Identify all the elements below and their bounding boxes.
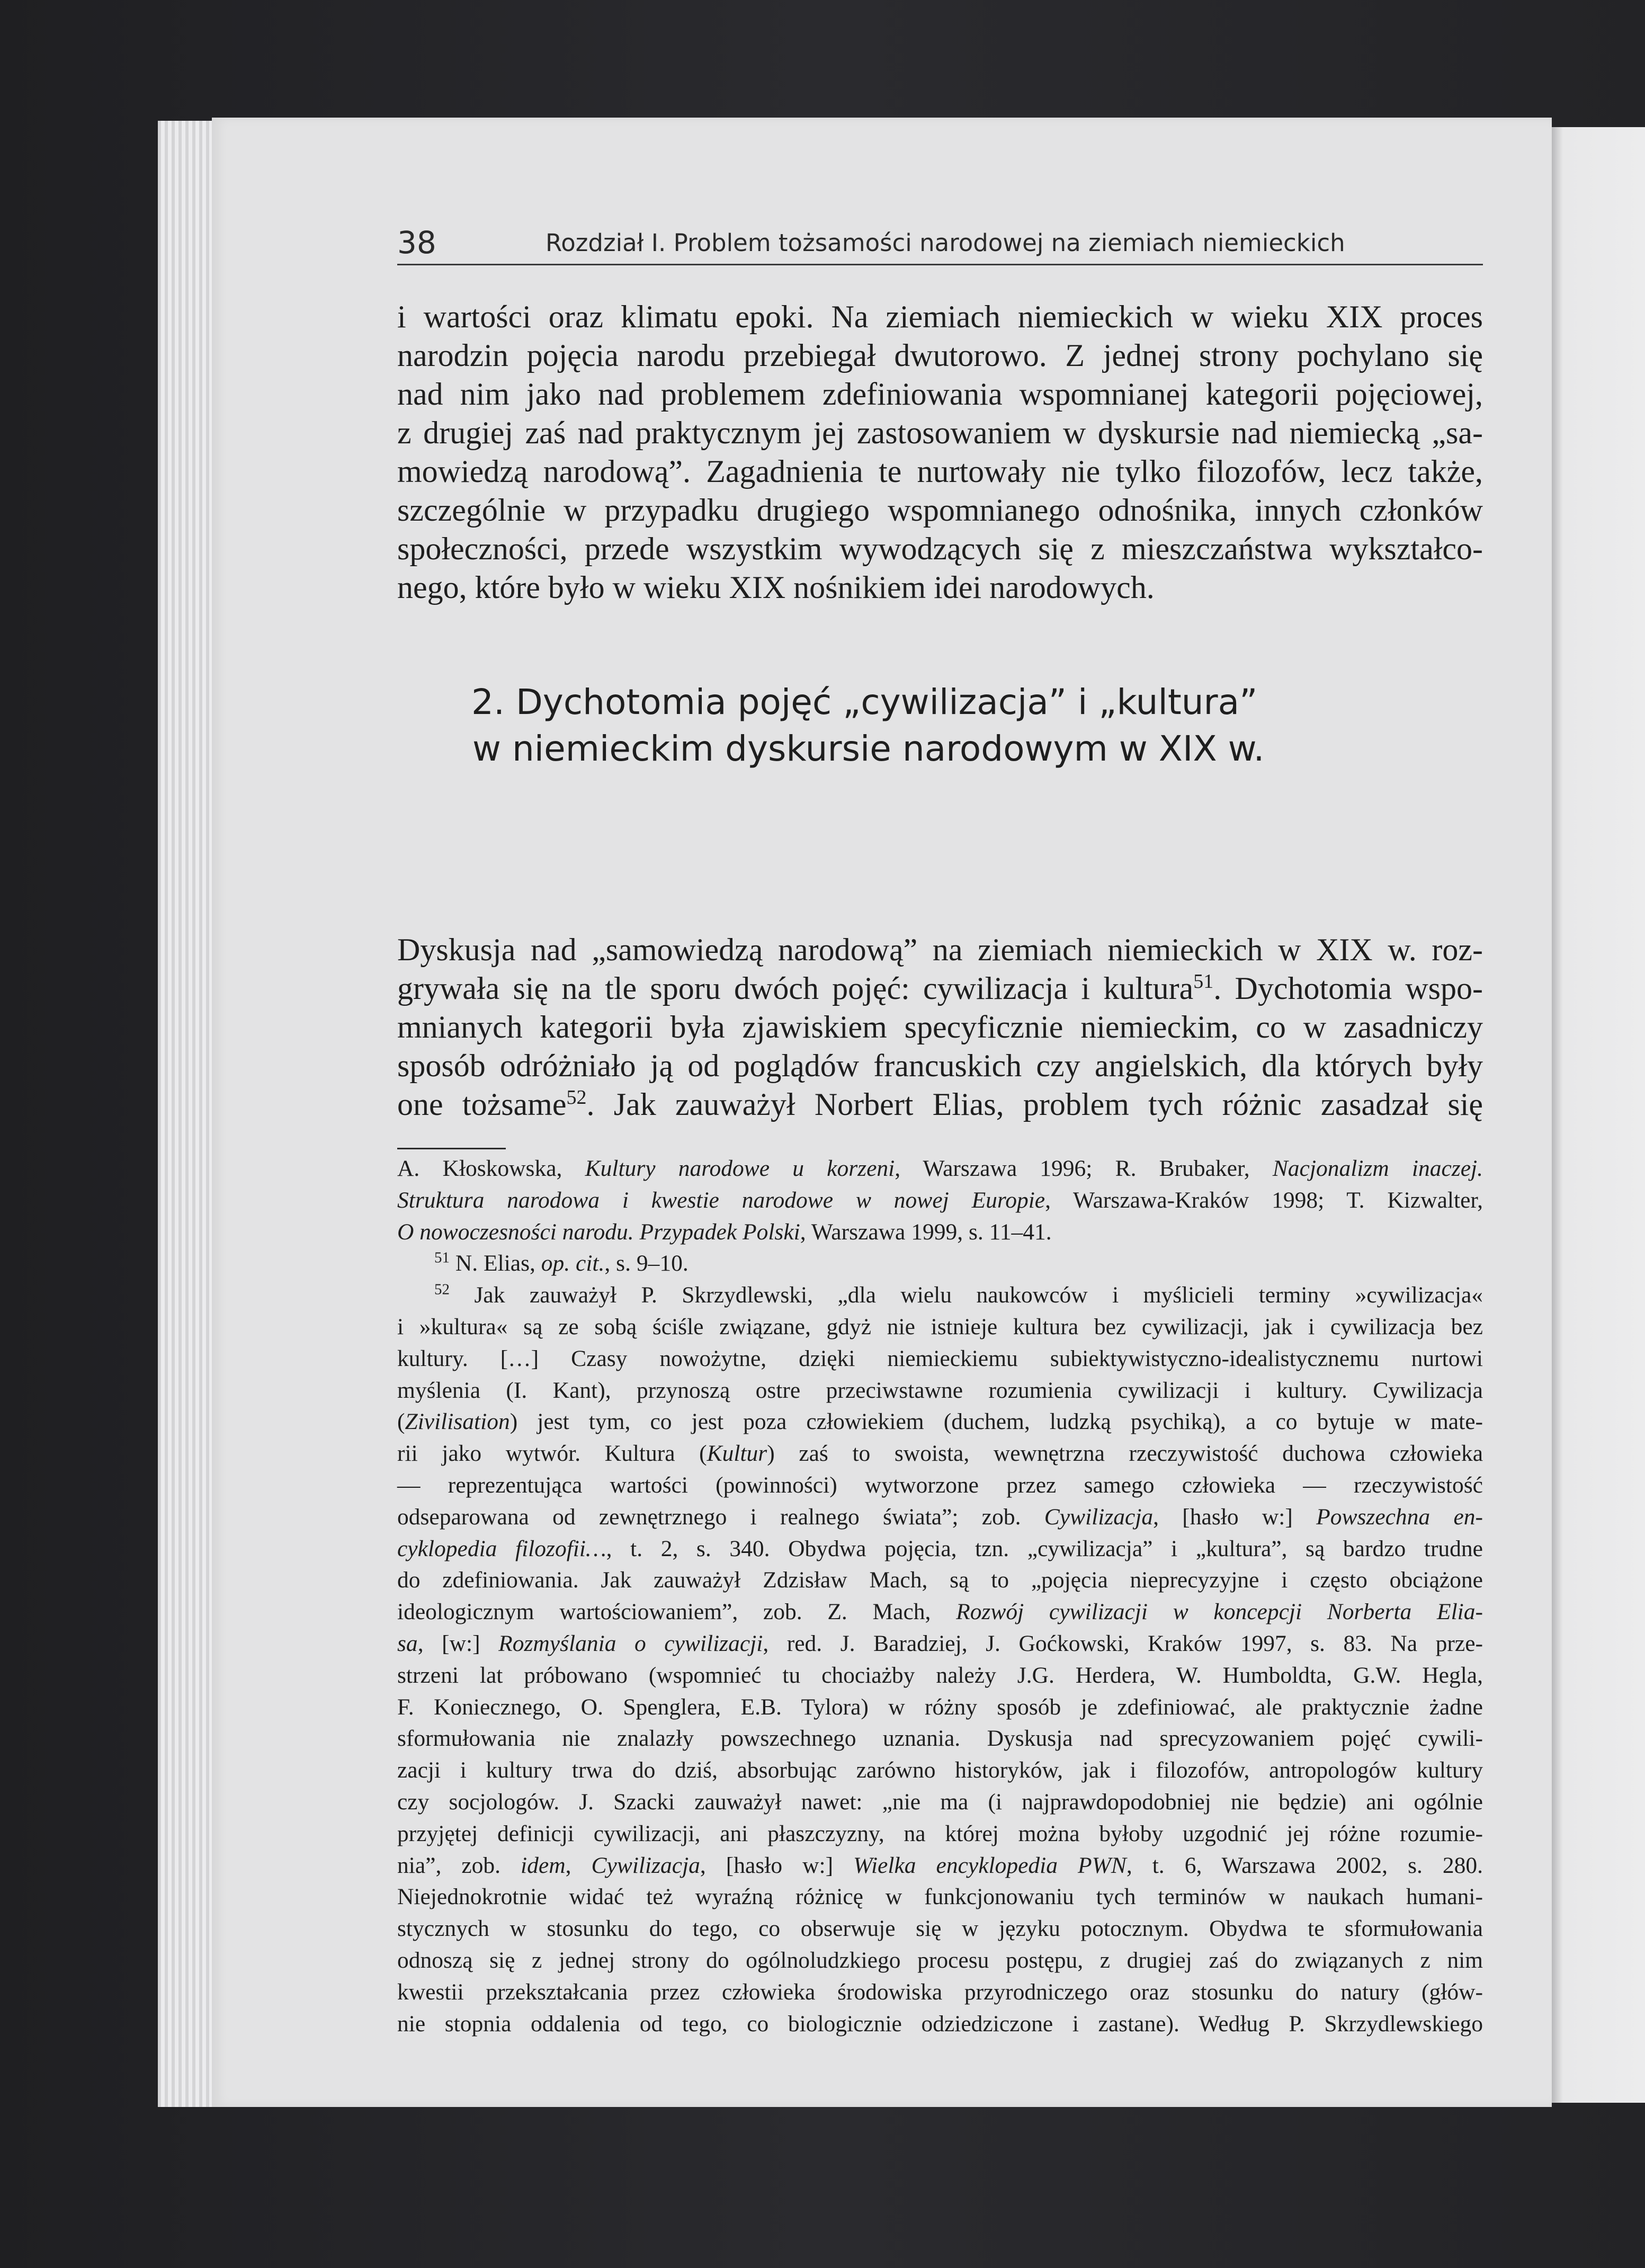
text-line: nego, które było w wieku XIX nośnikiem idei narodowych. — [397, 570, 1155, 605]
footnote-51: $^{51}$ N. Elias, op. cit., s. 9–10. — [434, 1249, 689, 1276]
footnote-ref-51: 51 — [1193, 970, 1214, 993]
text-line: grywała się na tle sporu dwóch pojęć: cywilizacja i kultura$^{51}$. Dychotomia wspo- — [397, 970, 1483, 1006]
text-line: Dyskusja nad „samowiedzą narodową” na ziemiach niemieckich w XIX w. roz- — [397, 932, 1483, 967]
footnote-52-line: odnoszą się z jednej strony do ogólnoludzkiego procesu postępu, z drugiej zaś do związanych z nim — [397, 1947, 1483, 1973]
text-line: z drugiej zaś nad praktycznym jej zastosowaniem w dyskursie nad niemiecką „sa- — [397, 415, 1483, 450]
footnote-52-line: nia”, zob. idem, Cywilizacja, [hasło w:] Wielka encyklopedia PWN, t. 6, Warszawa 2002, s. 280. — [397, 1852, 1483, 1878]
footnote-number: 51 — [434, 1249, 450, 1266]
paragraph-1 — [397, 298, 1483, 607]
page-header — [397, 221, 1483, 265]
footnote-52-line: kwestii przekształcania przez człowieka środowiska przyrodniczego oraz stosunku do natury (głów- — [397, 1979, 1483, 2005]
text-line: narodzin pojęcia narodu przebiegał dwutorowo. Z jednej strony pochylano się — [397, 338, 1483, 373]
book-page — [212, 118, 1552, 2107]
page-number: 38 — [397, 225, 436, 261]
paragraph-2 — [397, 931, 1483, 1124]
footnote-52-line: myślenia (I. Kant), przynoszą ostre przeciwstawne rozumienia cywilizacji i kultury. Cywilizacja — [397, 1377, 1483, 1403]
text-line: mnianych kategorii była zjawiskiem specyficznie niemieckim, co w zasadniczy — [397, 1010, 1483, 1044]
footnote-52-line: do zdefiniowania. Jak zauważył Zdzisław Mach, są to „pojęcia nieprecyzyjne i często obciążone — [397, 1567, 1483, 1593]
running-head: Rozdział I. Problem tożsamości narodowej na ziemiach niemieckich — [546, 229, 1345, 257]
footnote-52-line: cyklopedia filozofii…, t. 2, s. 340. Obydwa pojęcia, tzn. „cywilizacja” i „kultura”, są bardzo trudne — [397, 1535, 1483, 1561]
footnotes — [397, 1153, 1483, 2040]
footnote-52-line: — reprezentująca wartości (powinności) wytworzone przez samego człowieka — rzeczywistość — [397, 1472, 1483, 1498]
text-line: szczególnie w przypadku drugiego wspomnianego odnośnika, innych członków — [397, 493, 1483, 528]
text-line: społeczności, przede wszystkim wywodzących się z mieszczaństwa wykształco- — [397, 531, 1483, 566]
section-heading-line: w niemieckim dyskursie narodowym w XIX w. — [472, 728, 1265, 769]
section-heading — [471, 679, 1478, 772]
footnote-50-line: O nowoczesności narodu. Przypadek Polski, Warszawa 1999, s. 11–41. — [397, 1219, 1052, 1245]
footnote-separator — [397, 1148, 506, 1149]
footnote-52-line: $^{52}$ Jak zauważył P. Skrzydlewski, „dla wielu naukowców i myślicieli terminy »cywilizacja« — [434, 1281, 1483, 1308]
section-heading-line: 2. Dychotomia pojęć „cywilizacja” i „kultura” — [471, 682, 1258, 722]
footnote-52-line: i »kultura« są ze sobą ściśle związane, gdyż nie istnieje kultura bez cywilizacji, jak i cywilizacja bez — [397, 1314, 1483, 1340]
page-edge-stack — [158, 121, 216, 2107]
footnote-52-line: stycznych w stosunku do tego, co obserwuje się w języku potocznym. Obydwa te sformułowania — [397, 1916, 1483, 1942]
footnote-52-line: Niejednokrotnie widać też wyraźną różnicę w funkcjonowaniu tych terminów w naukach humani- — [397, 1884, 1483, 1910]
footnote-52-line: nie stopnia oddalenia od tego, co biologicznie odziedziczone i zastane). Według P. Skrzydlewskiego — [397, 2011, 1483, 2037]
footnote-52-line: kultury. […] Czasy nowożytne, dzięki niemieckiemu subiektywistyczno-idealistycznemu nurtowi — [397, 1345, 1483, 1371]
footnote-52-line: zacji i kultury trwa do dziś, absorbując zarówno historyków, jak i filozofów, antropologów kultury — [397, 1757, 1483, 1783]
footnote-52-line: strzeni lat próbowano (wspomnieć tu chociażby należy J.G. Herdera, W. Humboldta, G.W. Hegla, — [397, 1662, 1483, 1688]
facing-page-edge — [1552, 127, 1645, 2103]
text-line: one tożsame$^{52}$. Jak zauważył Norbert Elias, problem tych różnic zasadzał się — [397, 1086, 1483, 1122]
footnote-52-line: F. Koniecznego, O. Spenglera, E.B. Tylora) w różny sposób je zdefiniować, ale praktycznie żadne — [397, 1694, 1483, 1720]
text-line: nad nim jako nad problemem zdefiniowania wspomnianej kategorii pojęciowej, — [397, 377, 1483, 412]
text-line: sposób odróżniało ją od poglądów francuskich czy angielskich, dla których były — [397, 1048, 1483, 1083]
footnote-52-line: ideologicznym wartościowaniem”, zob. Z. Mach, Rozwój cywilizacji w koncepcji Norberta Elia- — [397, 1599, 1483, 1625]
footnote-number: 52 — [434, 1281, 450, 1298]
text-line: mowiedzą narodową”. Zagadnienia te nurtowały nie tylko filozofów, lecz także, — [397, 454, 1483, 489]
footnote-50-line: Struktura narodowa i kwestie narodowe w nowej Europie, Warszawa-Kraków 1998; T. Kizwalter, — [397, 1187, 1483, 1213]
footnote-52-line: (Zivilisation) jest tym, co jest poza człowiekiem (duchem, ludzką psychiką), a co bytuje w mate- — [397, 1409, 1483, 1435]
footnote-52-line: sformułowania nie znalazły powszechnego uznania. Dyskusja nad sprecyzowaniem pojęć cywili- — [397, 1726, 1483, 1752]
text-line: i wartości oraz klimatu epoki. Na ziemiach niemieckich w wieku XIX proces — [397, 299, 1483, 334]
footnote-52-line: przyjętej definicji cywilizacji, ani płaszczyzny, na której można byłoby uzgodnić jej różne rozumie- — [397, 1820, 1483, 1846]
footnote-52-line: odseparowana od zewnętrznego i realnego świata”; zob. Cywilizacja, [hasło w:] Powszechna en- — [397, 1504, 1483, 1530]
footnote-52-line: sa, [w:] Rozmyślania o cywilizacji, red. J. Baradziej, J. Goćkowski, Kraków 1997, s. 83. Na prze- — [397, 1630, 1483, 1656]
footnote-52-line: rii jako wytwór. Kultura (Kultur) zaś to swoista, wewnętrzna rzeczywistość duchowa człowieka — [397, 1441, 1483, 1467]
footnote-50-line: A. Kłoskowska, Kultury narodowe u korzeni, Warszawa 1996; R. Brubaker, Nacjonalizm inaczej. — [397, 1156, 1483, 1181]
footnote-ref-52: 52 — [566, 1086, 587, 1109]
footnote-52-line: czy socjologów. J. Szacki zauważył nawet: „nie ma (i najprawdopodobniej nie będzie) ani ogólnie — [397, 1789, 1483, 1815]
